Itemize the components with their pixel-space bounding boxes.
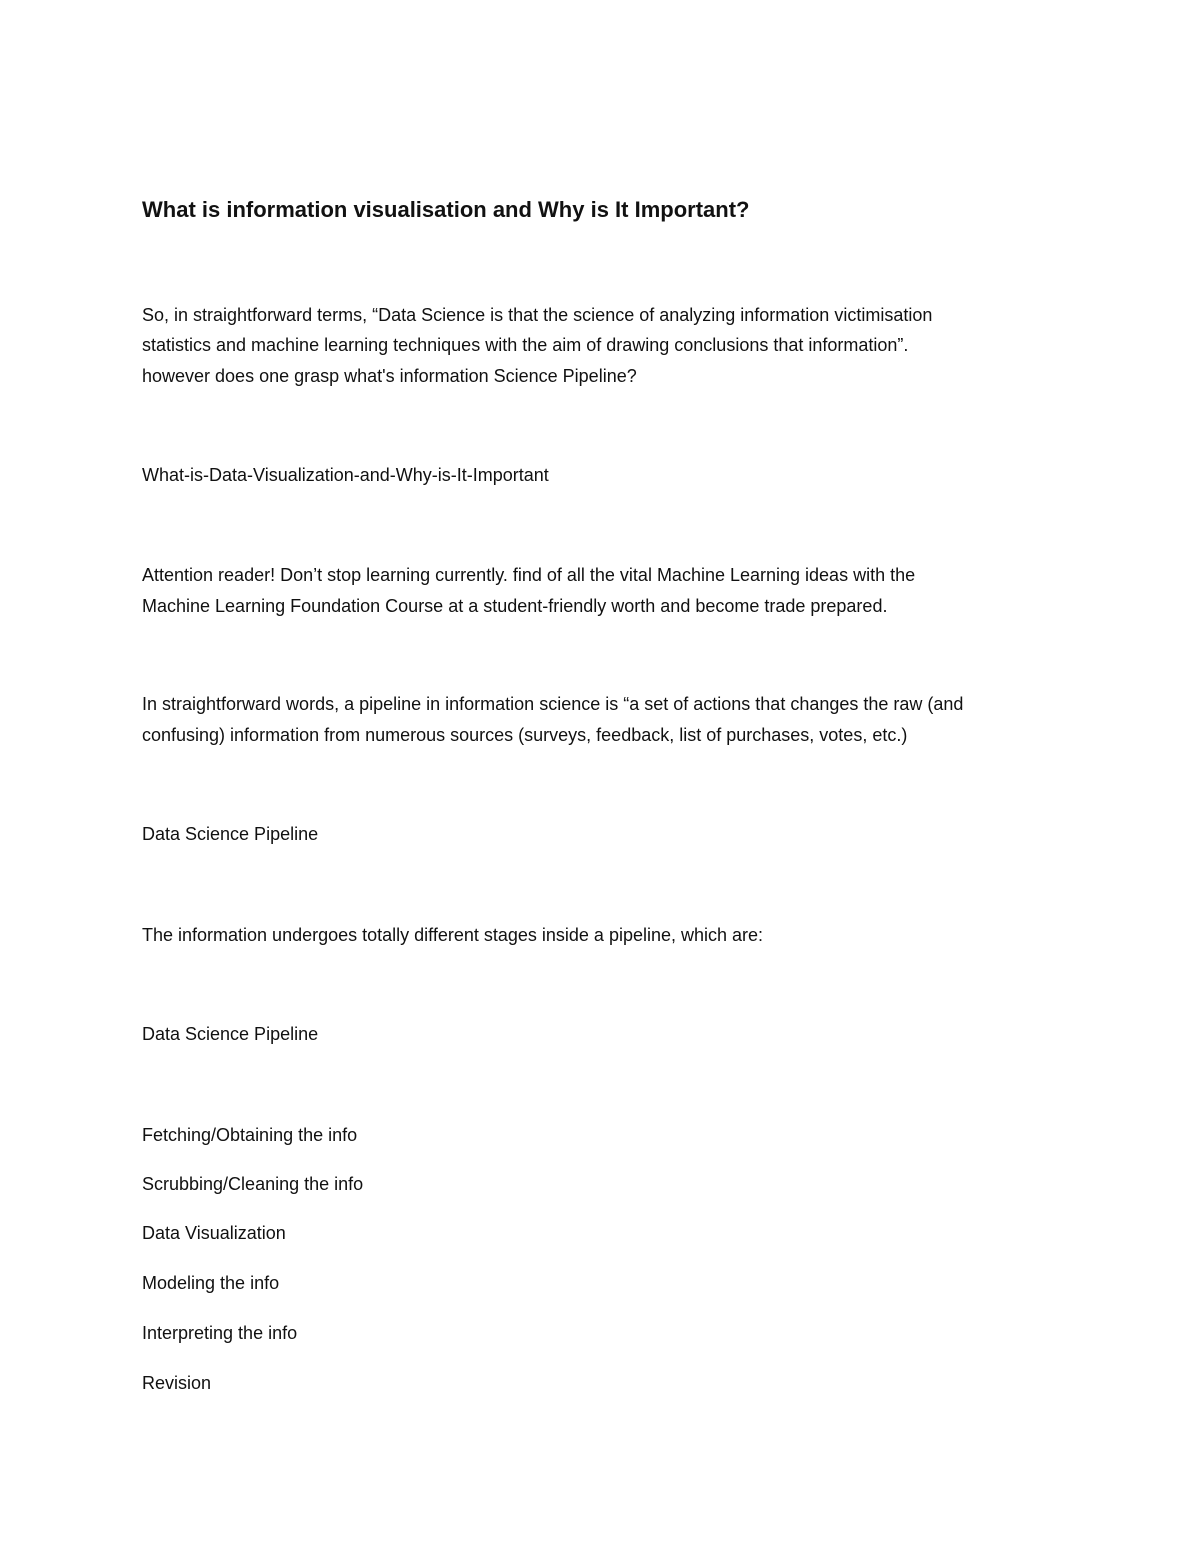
- attention-line-1: Attention reader! Don’t stop learning currently. find of all the vital Machine Learning ideas with the: [142, 565, 916, 585]
- intro-line-2: statistics and machine learning techniques with the aim of drawing conclusions that information”.: [142, 335, 909, 355]
- stage-list-item: Fetching/Obtaining the info: [142, 1125, 358, 1145]
- stage-list-item: Data Visualization: [142, 1223, 286, 1243]
- definition-line-1: In straightforward words, a pipeline in information science is “a set of actions that changes the raw (and: [142, 694, 964, 714]
- stages-intro: The information undergoes totally different stages inside a pipeline, which are:: [142, 925, 764, 945]
- attention-line-2: Machine Learning Foundation Course at a student-friendly worth and become trade prepared.: [142, 596, 888, 616]
- image-caption: Data Science Pipeline: [142, 1024, 319, 1044]
- stage-list-item: Interpreting the info: [142, 1323, 298, 1343]
- intro-line-3: however does one grasp what's information Science Pipeline?: [142, 366, 637, 386]
- image-caption: Data Science Pipeline: [142, 824, 319, 844]
- stage-list-item: Revision: [142, 1373, 212, 1393]
- image-caption: What-is-Data-Visualization-and-Why-is-It-Important: [142, 465, 549, 485]
- intro-line-1: So, in straightforward terms, “Data Science is that the science of analyzing information victimisation: [142, 305, 933, 325]
- document-title: What is information visualisation and Why is It Important?: [142, 197, 750, 222]
- definition-line-2: confusing) information from numerous sources (surveys, feedback, list of purchases, votes, etc.): [142, 725, 908, 745]
- stage-list-item: Modeling the info: [142, 1273, 280, 1293]
- stage-list-item: Scrubbing/Cleaning the info: [142, 1174, 364, 1194]
